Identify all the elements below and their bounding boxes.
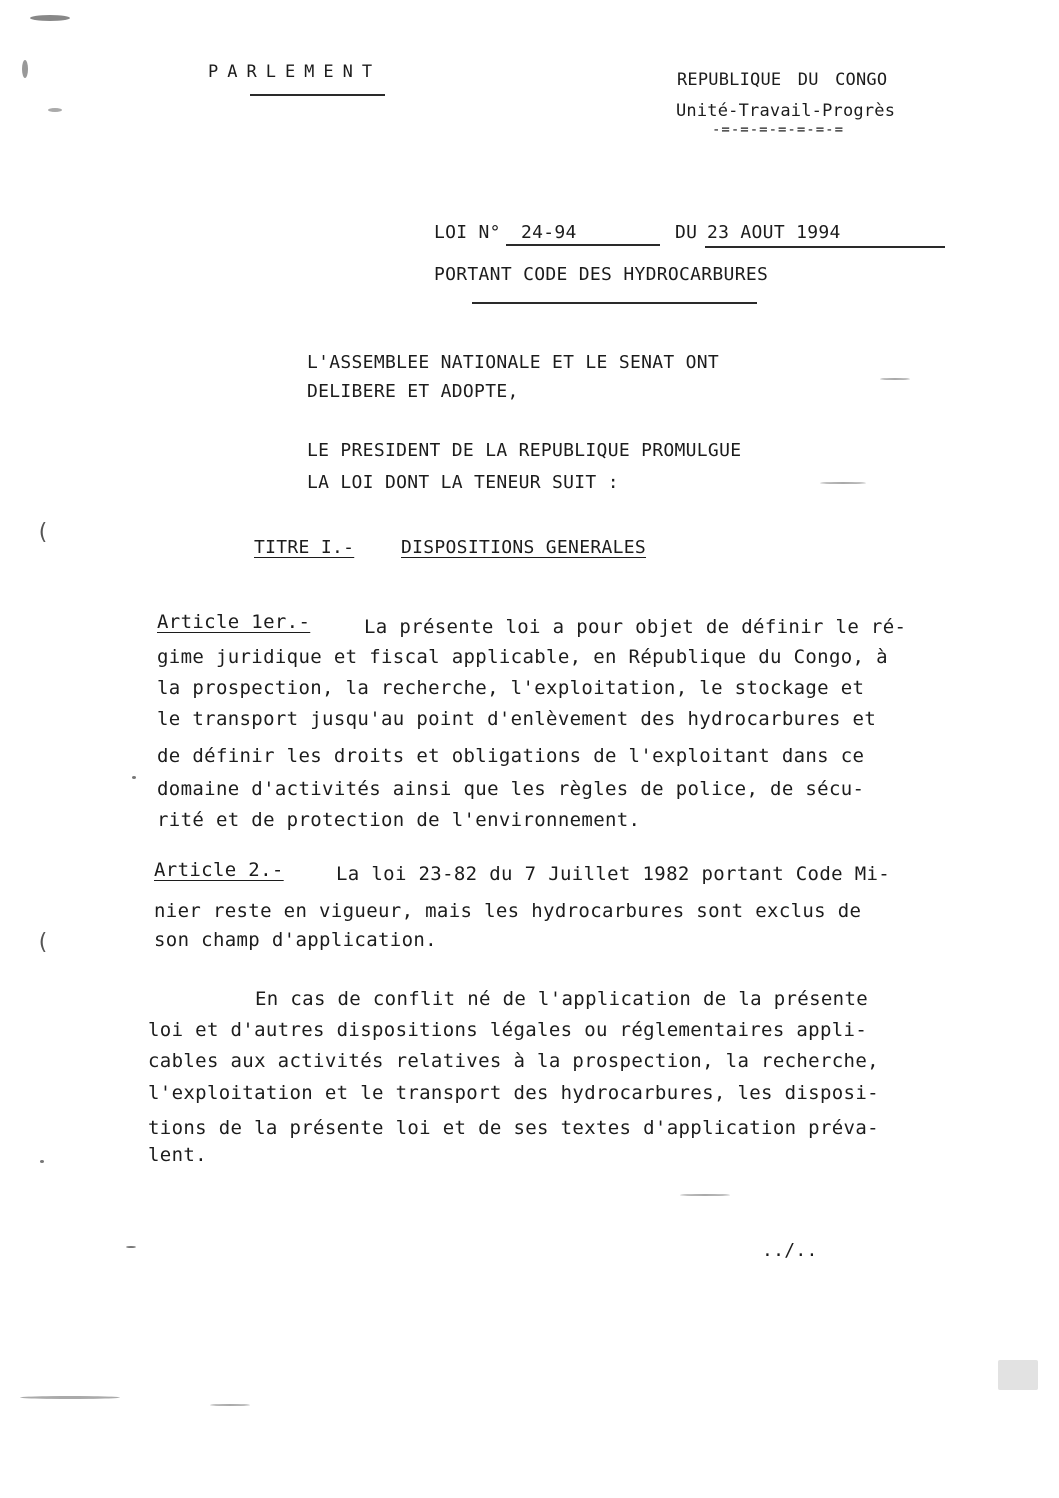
punch-hole-mark: ( — [36, 520, 50, 545]
header-dashes: -=-=-=-=-=-=-= — [712, 122, 845, 138]
article2-para2-line: tions de la présente loi et de ses textes d'application préva- — [148, 1117, 879, 1139]
article2-para2-line: En cas de conflit né de l'application de la présente — [255, 988, 869, 1010]
titre-name: DISPOSITIONS GENERALES — [401, 537, 647, 558]
scan-speck — [998, 1360, 1038, 1390]
loi-subject: PORTANT CODE DES HYDROCARBURES — [434, 264, 769, 285]
article2-heading: Article 2.- — [154, 859, 284, 881]
loi-number: 24-94 — [521, 222, 577, 243]
article1-heading: Article 1er.- — [157, 611, 311, 633]
scan-speck — [880, 378, 910, 380]
scan-speck — [22, 60, 28, 78]
article2-para2-line: loi et d'autres dispositions légales ou réglementaires appli- — [148, 1019, 868, 1041]
loi-number-rule — [506, 244, 660, 246]
header-republique: REPUBLIQUE DU CONGO — [677, 70, 888, 90]
article1-line: gime juridique et fiscal applicable, en République du Congo, à — [157, 646, 888, 668]
scan-speck — [48, 108, 62, 112]
continuation-mark: ../.. — [762, 1240, 818, 1261]
article1-line: de définir les droits et obligations de l'exploitant dans ce — [157, 745, 865, 767]
article1-line: la prospection, la recherche, l'exploitation, le stockage et — [157, 677, 865, 699]
article1-line: le transport jusqu'au point d'enlèvement des hydrocarbures et — [157, 708, 877, 730]
header-parlement: PARLEMENT — [208, 62, 382, 82]
article2-line: nier reste en vigueur, mais les hydrocarbures sont exclus de — [154, 900, 862, 922]
article2-para2-line: cables aux activités relatives à la prospection, la recherche, — [148, 1050, 879, 1072]
loi-subject-rule — [472, 302, 757, 304]
article2-line: son champ d'application. — [154, 929, 437, 951]
article2-line: La loi 23-82 du 7 Juillet 1982 portant Code Mi- — [336, 863, 891, 885]
scan-speck — [126, 1246, 136, 1248]
scan-speck — [30, 15, 70, 21]
preamble-line4: LA LOI DONT LA TENEUR SUIT : — [307, 472, 619, 493]
scan-speck — [20, 1396, 120, 1399]
header-devise: Unité-Travail-Progrès — [676, 101, 896, 121]
scan-speck — [820, 482, 866, 484]
titre-label: TITRE I.- — [254, 537, 355, 558]
preamble-line3: LE PRESIDENT DE LA REPUBLIQUE PROMULGUE — [307, 440, 742, 461]
article2-para2-line: lent. — [148, 1144, 207, 1166]
punch-hole-mark: ( — [36, 930, 50, 955]
loi-date: 23 AOUT 1994 — [707, 222, 841, 243]
scan-speck — [680, 1194, 730, 1196]
du-label: DU — [675, 222, 698, 243]
header-parlement-rule — [250, 94, 385, 96]
preamble-line2: DELIBERE ET ADOPTE, — [307, 381, 519, 402]
article1-line: La présente loi a pour objet de définir le ré- — [364, 616, 907, 638]
article2-para2-line: l'exploitation et le transport des hydrocarbures, les disposi- — [148, 1082, 879, 1104]
article1-line: domaine d'activités ainsi que les règles de police, de sécu- — [157, 778, 865, 800]
scan-speck — [40, 1160, 44, 1163]
loi-date-rule — [705, 246, 945, 248]
loi-label: LOI N° — [434, 222, 501, 243]
preamble-line1: L'ASSEMBLEE NATIONALE ET LE SENAT ONT — [307, 352, 720, 373]
scan-speck — [210, 1404, 250, 1406]
scan-speck — [132, 776, 136, 779]
article1-line: rité et de protection de l'environnement. — [157, 809, 641, 831]
